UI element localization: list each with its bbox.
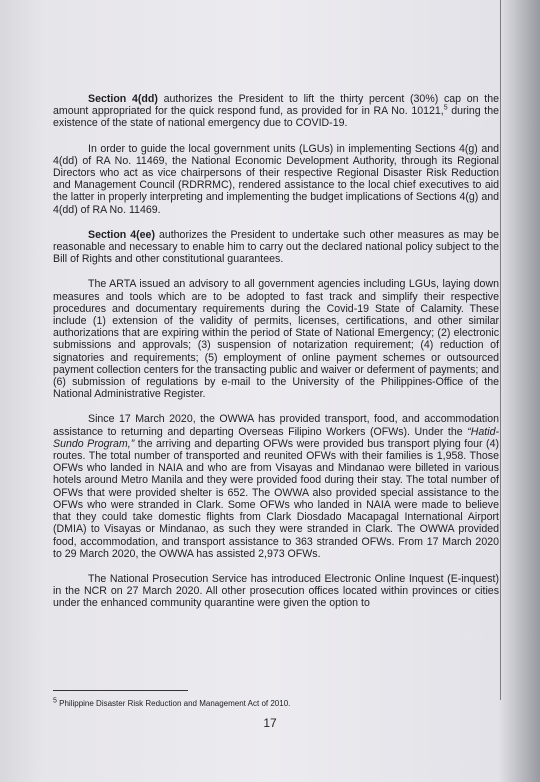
paragraph-owwa-assistance [53,413,499,559]
paragraph-tail: during the existence of the state of national emergency due to COVID-19. [53,105,500,130]
paragraph-text: The ARTA issued an advisory to all government agencies including LGUs, laying down measures and tools which are to be adopted to fast track and simplify their respective procedures and documentary requirements during the Covid-19 State of Calamity. These include (1) extension of the validity of permits, licenses, certifications, and other similar authorizations that are expiring within the period of State of National Emergency; (2) electronic submissions and approvals; (3) suspension of notarization requirement; (4) reduction of signatories and requirements; (5) employment of online payment schemes or outsourced payment collection centers for the transacting public and waiver or deferment of payments; and (6) submission of regulations by e-mail to the University of the Philippines-Office of the National Administrative Register. [53,278,499,401]
footnote-mark: 5 [53,697,57,705]
paragraph-text: In order to guide the local government units (LGUs) in implementing Sections 4(g) and 4(dd) of RA No. 11469, the National Economic Development Authority, through its Regional Directors who act as vice chairpersons of their respective Regional Disaster Risk Reduction and Management Council (RDRRMC), rendered assistance to the local chief executives to aid the latter in properly interpreting and implementing the budget implications of Sections 4(g) and 4(dd) of RA No. 11469. [53,142,499,216]
paragraph-section-4dd [53,93,499,130]
footnote-text: Philippine Disaster Risk Reduction and Management Act of 2010. [56,699,291,708]
page-fold-line [500,0,501,700]
footnote [53,699,290,708]
paragraph-lgu-guidance [53,143,499,216]
paragraph-text: authorizes the President to lift the thirty percent (30%) cap on the amount appropriated for the quick respond fund, as provided for in RA No. 10121, [53,93,499,118]
paragraph-section-4ee [53,229,499,266]
page-number: 17 [263,716,277,730]
paragraph-text: The National Prosecution Service has introduced Electronic Online Inquest (E-inquest) in the NCR on 27 March 2020. All other prosecution offices located within provinces or cities under the enhanced community quarantine were given the option to [53,572,499,610]
paragraph-lead: Section 4(dd) [88,93,158,105]
paragraph-e-inquest [53,573,499,610]
body-text [53,93,499,623]
footnote-divider [53,690,188,691]
page-edge-shadow [500,0,540,782]
paragraph-text: Since 17 March 2020, the OWWA has provided transport, food, and accommodation assistance to returning and departing Overseas Filipino Workers (OFWs). Under the [53,413,499,438]
paragraph-text-continued: the arriving and departing OFWs were provided bus transport plying four (4) routes. The total number of transported and reunited OFWs with their families is 1,958. Those OFWs who landed in NAIA and who are from Visayas and Mindanao were billeted in various hotels around Metro Manila and they were provided food during their stay. The total number of OFWs that were provided shelter is 652. The OWWA also provided special assistance to the OFWs who were stranded in Clark. Some OFWs who landed in NAIA were made to believe that they could take domestic flights from Clark Diosdado Macapagal International Airport (DMIA) to Visayas or Mindanao, as such they were stranded in Clark. The OWWA provided food, accommodation, and transport assistance to 363 stranded OFWs. From 17 March 2020 to 29 March 2020, the OWWA has assisted 2,973 OFWs. [53,437,499,560]
paragraph-arta-advisory [53,278,499,400]
program-name: “Hatid-Sundo Program,” [53,425,499,450]
footnote-reference: 5 [443,104,448,112]
paragraph-lead: Section 4(ee) [88,228,155,241]
paragraph-text: authorizes the President to undertake such other measures as may be reasonable and necessary to enable him to carry out the declared national policy subject to the Bill of Rights and other constitutional guarantees. [53,228,499,266]
